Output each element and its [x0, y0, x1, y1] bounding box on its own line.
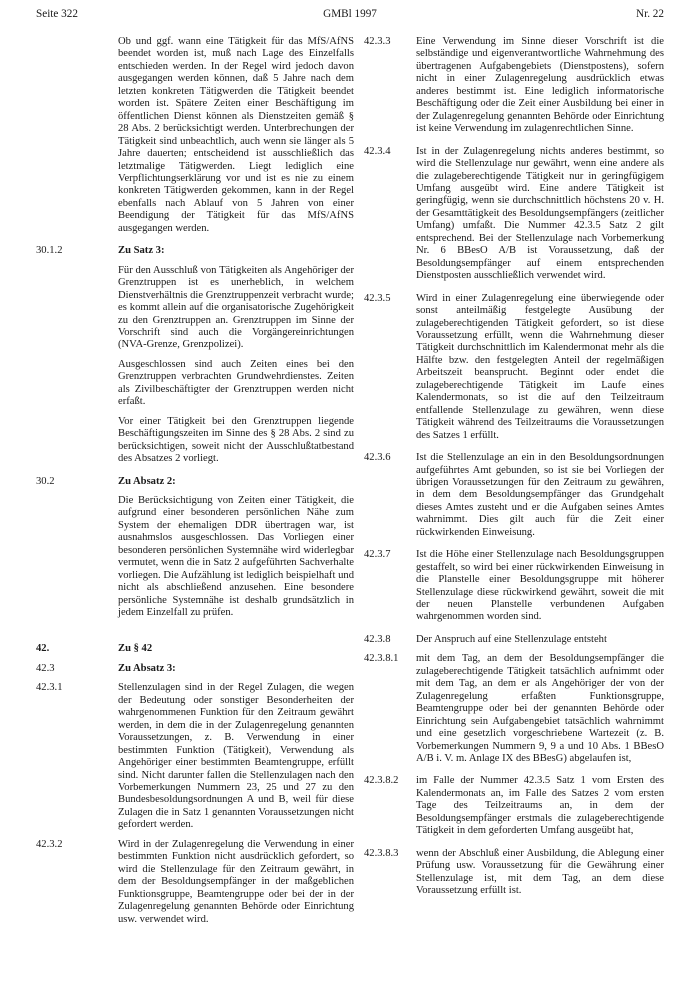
section-number: 42.3.2 — [36, 838, 63, 850]
right-column — [364, 36, 664, 898]
section-number: 42.3.8.1 — [364, 653, 399, 665]
issue-number: Nr. 22 — [636, 8, 664, 20]
section-number: 42. — [36, 643, 50, 655]
section-30-1-1-continuation — [36, 36, 354, 235]
section-number: 42.3.8 — [364, 633, 391, 645]
paragraph: Ist die Stellenzulage an ein in den Besoldungsordnungen aufgeführtes Amt gebunden, so ist sie bei Vorliegen der übrigen Voraussetzungen für den Zeitraum zu gewähren, in dem dem Besoldungsempfänger das Grundgehalt dieses Amtes zusteht und er die Aufgaben seines Amtes wahrnimmt. Dies gilt auch für die Zeit einer rückwirkenden Einweisung. — [416, 452, 664, 538]
paragraph: Wird in einer Zulagenregelung eine überwiegende oder sonst anteilmäßig festgelegte Ausübung der zulageberechtigenden Tätigkeit gefordert, so ist diese Voraussetzung erfüllt, wenn die Wahrnehmung dieser Tätigkeit durchschnittlich im Kalendermonat mehr als die Hälfte bzw. den festgelegten Anteil der regelmäßigen Arbeitszeit beansprucht. Beginnt oder endet die zulageberechtigende Tätigkeit im Laufe eines Kalendermonats, so ist die auf den Teilzeitraum entfallende Stellenzulage zu gewähren, wenn diese Tätigkeit während des Teilzeitraums die Voraussetzungen des Satzes 1 erfüllt. — [416, 292, 664, 441]
paragraph: Ob und ggf. wann eine Tätigkeit für das MfS/AfNS beendet worden ist, muß nach Lage des Einzelfalls entschieden werden. In der Regel wird jedoch davon ausgegangen werden können, daß 5 Jahre nach dem letzten konkreten Tätigwerden die Tätigkeit beendet worden ist. Spätere Zeiten einer Beschäftigung im öffentlichen Dienst können als Dienstzeiten gemäß § 28 Abs. 2 berücksichtigt werden. Unterbrechungen der Tätigkeit sind unbeachtlich, auch wenn sie länger als 5 Jahre dauerten; entscheidend ist ausschließlich das letztmalige Tätigwerden. Liegt lediglich eine Verpflichtungserklärung vor und ist es nie zu einem konkreten Tätigwerden gekommen, kann in der Regel ebenfalls nach Ablauf von 5 Jahren von einer Beendigung der Tätigkeit für das MfS/AfNS ausgegangen werden. — [118, 36, 354, 234]
section-42-3-2 — [36, 839, 354, 926]
section-number: 42.3.8.2 — [364, 775, 399, 787]
section-42 — [36, 643, 354, 655]
section-number: 42.3.8.3 — [364, 847, 399, 859]
section-number: 42.3.4 — [364, 145, 391, 157]
paragraph: Für den Ausschluß von Tätigkeiten als Angehöriger der Grenztruppen ist es unerheblich, in welchem Dienstverhältnis die Grenztruppenzeit verbracht wurde; es kommt allein auf die organisatorische Zugehörigkeit zu den Grenztruppen an. Grenztruppen im Sinne der Vorschrift sind auch die Vorgängereinrichtungen (NVA-Grenze, Grenzpolizei). — [118, 264, 354, 351]
section-30-1-2 — [36, 245, 354, 465]
section-number: 42.3.1 — [36, 682, 63, 694]
section-42-3-1 — [36, 682, 354, 831]
paragraph: Vor einer Tätigkeit bei den Grenztruppen liegende Beschäftigungszeiten im Sinne des § 28 Abs. 2 sind zu berücksichtigen, soweit nicht der Ausschlußtatbestand des Absatzes 2 vorliegt. — [118, 415, 354, 465]
section-42-3-8 — [364, 634, 664, 646]
section-42-3-7 — [364, 549, 664, 624]
section-number: 42.3.6 — [364, 452, 391, 464]
section-heading: Zu § 42 — [118, 643, 153, 655]
section-42-3-3 — [364, 36, 664, 136]
section-number: 30.1.2 — [36, 245, 63, 257]
paragraph: wenn der Abschluß einer Ausbildung, die Ablegung einer Prüfung usw. Voraussetzung für die Gewährung einer Stellenzulage ist, mit dem Tag, an dem diese Voraussetzung erfüllt ist. — [416, 847, 664, 897]
section-heading: Zu Satz 3: — [118, 245, 165, 257]
section-number: 42.3 — [36, 662, 55, 674]
paragraph: mit dem Tag, an dem der Besoldungsempfänger die zulageberechtigende Tätigkeit tatsächlich aufnimmt oder mit dem Tag, an dem er als Angehöriger der von der Zulagenregelung erfaßten Funktionsgruppe, Beamtengruppe oder bei der genannten Behörde oder Einrichtung sein Aufgabengebiet tatsächlich wahrnimmt und eine gesetzlich vorgeschriebene Wartezeit (z. B. Vorbemerkungen Nummern 9, 9 a und 10 Abs. 1 BBesO A/B i. V. m. Anlage IX des BBesG) abgelaufen ist, — [416, 653, 664, 765]
paragraph: Ist in der Zulagenregelung nichts anderes bestimmt, so wird die Stellenzulage nur gewährt, wenn eine andere als die zulageberechtigende Tätigkeit nur in geringfügigem Umfang ausgeübt wird. Eine andere Tätigkeit ist geringfügig, wenn sie durchschnittlich höchstens 20 v. H. der Gesamttätigkeit des Besoldungsempfängers (zeitlicher Umfang) umfaßt. Die Nummer 42.3.5 Satz 2 gilt entsprechend. Bei der Stellenzulage nach Vorbemerkung Nr. 6 BBesO A/B ist Voraussetzung, daß der Besoldungsempfänger auf einem entsprechenden Dienstposten ausschließlich verwendet wird. — [416, 145, 664, 282]
paragraph: Ist die Höhe einer Stellenzulage nach Besoldungsgruppen gestaffelt, so wird bei einer rückwirkenden Einweisung in die Planstelle einer Besoldungsgruppe mit höherer Stellenzulage diese rückwirkend gewährt, soweit die mit der neuen Planstelle verbundenen Aufgaben wahrgenommen worden sind. — [416, 549, 664, 623]
section-42-3 — [36, 663, 354, 675]
section-heading: Zu Absatz 2: — [118, 475, 176, 487]
publication-name: GMBl 1997 — [323, 8, 377, 20]
paragraph: Ausgeschlossen sind auch Zeiten eines bei den Grenztruppen verbrachten Grundwehrdienstes. Zeiten als Zivilbeschäftigter der Grenztruppen werden nicht erfaßt. — [118, 358, 354, 408]
section-number: 42.3.7 — [364, 549, 391, 561]
paragraph: im Falle der Nummer 42.3.5 Satz 1 vom Ersten des Kalendermonats an, im Falle des Satzes 2 vom ersten Tage des Teilzeitraums an, in dem der Besoldungsempfänger erstmals die zulageberechtigende Tätigkeit in dem geforderten Umfang ausgeübt hat, — [416, 775, 664, 837]
paragraph: Der Anspruch auf eine Stellenzulage entsteht — [416, 633, 607, 645]
section-42-3-5 — [364, 293, 664, 442]
left-column — [36, 36, 354, 926]
paragraph: Wird in der Zulagenregelung die Verwendung in einer bestimmten Funktion nicht ausdrücklich gefordert, so wird die Stellenzulage für den Zeitraum gewährt, in dem der Besoldungsempfänger in der maßgeblichen Funktionsgruppe, Beamtengruppe oder bei der in der Zulagenregelung genannten Behörde oder Einrichtung usw. verwendet wird. — [118, 838, 354, 925]
section-42-3-6 — [364, 452, 664, 539]
section-42-3-8-1 — [364, 653, 664, 765]
section-number: 30.2 — [36, 475, 55, 487]
section-heading: Zu Absatz 3: — [118, 662, 176, 674]
paragraph: Eine Verwendung im Sinne dieser Vorschrift ist die selbständige und eigenverantwortliche Wahrnehmung des übertragenen Aufgabengebiets (Dienstpostens), sofern nicht in einer Zulagenregelung ausdrücklich etwas anderes bestimmt ist. Eine lediglich informatorische Beschäftigung oder die Zeit einer Ausbildung bei einer in der Zulagenregelung genannten Behörde oder Einrichtung ist keine Verwendung im zulagenrechtlichen Sinne. — [416, 36, 664, 135]
section-42-3-8-2 — [364, 775, 664, 837]
paragraph: Stellenzulagen sind in der Regel Zulagen, die wegen der Bedeutung oder sonstiger Besonderheiten der wahrgenommenen Funktion für den Zeitraum gewährt werden, in dem die in der Zulagenregelung genannten Voraussetzungen, z. B. Verwendung in einer bestimmten Funktion (Tätigkeit), Verwendung als Angehöriger einer bestimmten Beamtengruppe, erfüllt sind. Nicht darunter fallen die Stellenzulagen nach den Vorbemerkungen Nummern 23, 25 und 27 zu den Bundesbesoldungsordnungen A und B, weil für diese Zulagen die in Satz 1 genannten Voraussetzungen nicht gefordert werden. — [118, 682, 354, 831]
page-number: Seite 322 — [36, 8, 78, 20]
section-number: 42.3.3 — [364, 36, 391, 47]
section-30-2 — [36, 476, 354, 620]
section-42-3-8-3 — [364, 848, 664, 898]
section-number: 42.3.5 — [364, 292, 391, 304]
paragraph: Die Berücksichtigung von Zeiten einer Tätigkeit, die aufgrund einer besonderen persönlichen Nähe zum System der ehemaligen DDR übertragen war, ist ausnahmslos ausgeschlossen. Das Vorliegen einer besonderen persönlichen Systemnähe wird widerlegbar vermutet, wenn die in Satz 2 aufgeführten Sachverhalte vorliegen. Die Aufzählung ist lediglich beispielhaft und nicht als abschließend anzusehen. Eine besondere persönliche Systemnähe ist deshalb grundsätzlich in jedem Einzelfall zu prüfen. — [118, 494, 354, 619]
section-42-3-4 — [364, 146, 664, 283]
